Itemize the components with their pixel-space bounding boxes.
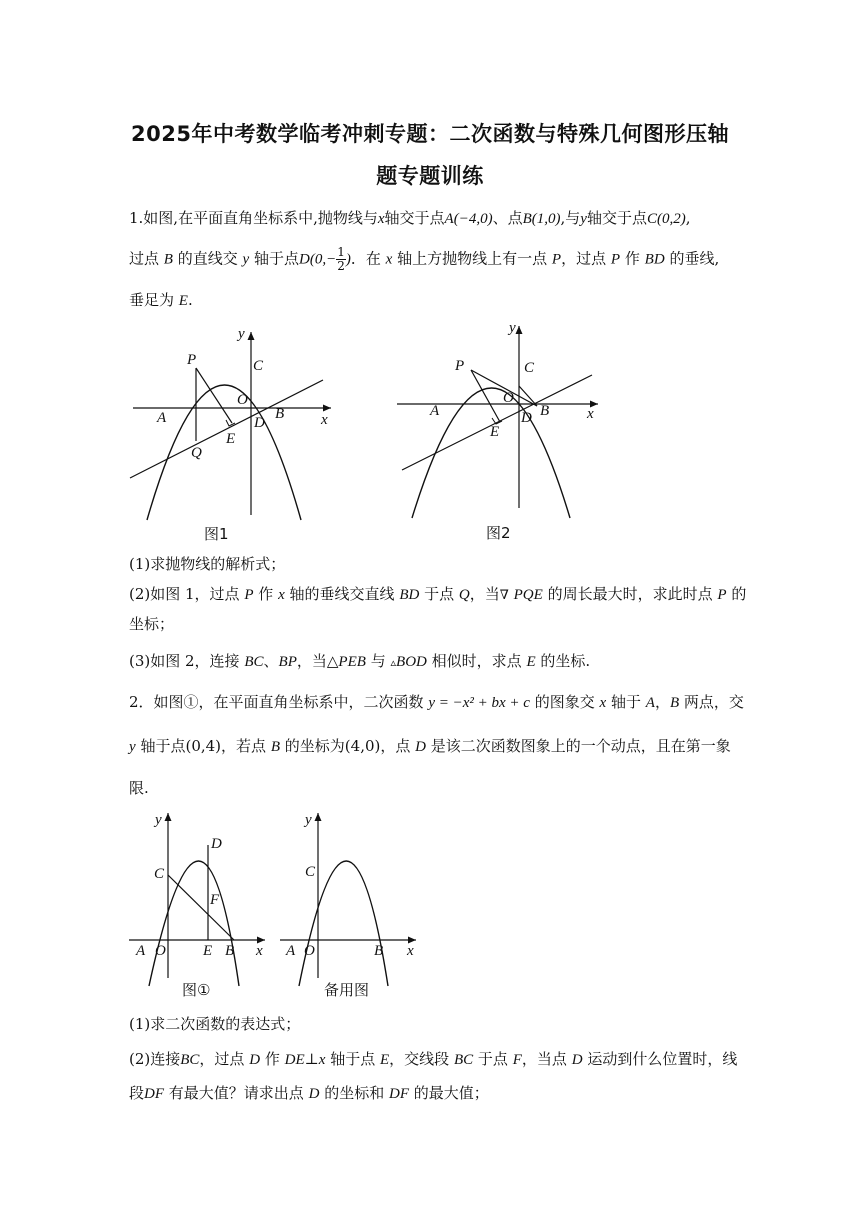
svg-text:F: F	[210, 892, 220, 908]
fig-backup-caption: 备用图	[324, 981, 370, 999]
p1-question1: (1)求抛物线的解析式；	[129, 555, 286, 573]
fig1-caption: 图1	[204, 525, 229, 543]
svg-text:x: x	[321, 412, 328, 428]
svg-text:A: A	[430, 403, 440, 419]
fig2-caption: 图2	[486, 524, 511, 542]
p2-question2: (2)连接BC，过点 D 作 DE⊥x 轴于点 E，交线段 BC 于点 F，当点 D 运动到什么位置时，线	[129, 1050, 738, 1068]
svg-text:P: P	[187, 352, 197, 368]
svg-text:E: E	[203, 943, 213, 959]
svg-text:C: C	[154, 866, 165, 882]
p1-question2-cont: 坐标；	[129, 615, 175, 633]
svg-text:O: O	[304, 943, 315, 959]
svg-text:E: E	[490, 424, 500, 440]
svg-text:A: A	[157, 410, 167, 426]
p1-question3: (3)如图 2，连接 BC、BP，当△PEB 与 ▵BOD 相似时，求点 E 的坐标.	[129, 652, 591, 670]
p1-line2: 过点 B 的直线交 y 轴于点D(0,− $\frac{1}{2}$ )．在 x 轴上方抛物线上有一点 P，过点 P 作 BD 的垂线,	[129, 245, 720, 273]
p2-question2-cont: 段DF 有最大值？请求出点 D 的坐标和 DF 的最大值；	[129, 1084, 489, 1102]
p1-line3: 垂足为 E.	[129, 291, 193, 309]
svg-text:O: O	[237, 392, 248, 408]
fig-circle1-caption: 图①	[182, 981, 211, 999]
svg-text:D: D	[211, 836, 222, 852]
svg-text:D: D	[254, 415, 265, 431]
p2-intro: 2．如图①，在平面直角坐标系中，二次函数 y = −x² + bx + c 的图象交 x 轴于 A，B 两点，交	[129, 693, 744, 711]
p1-figure1	[125, 320, 345, 550]
p2-question1: (1)求二次函数的表达式；	[129, 1015, 301, 1033]
svg-text:C: C	[253, 358, 264, 374]
svg-text:y: y	[305, 812, 312, 828]
svg-text:A: A	[136, 943, 146, 959]
p2-line3: 限.	[129, 779, 149, 797]
page-title-line1: 2025年中考数学临考冲刺专题：二次函数与特殊几何图形压轴	[131, 122, 729, 146]
svg-text:y: y	[238, 326, 245, 342]
svg-text:y: y	[509, 320, 516, 336]
svg-text:P: P	[455, 358, 465, 374]
svg-text:O: O	[503, 390, 514, 406]
svg-text:x: x	[256, 943, 263, 959]
p1-question2: (2)如图 1，过点 P 作 x 轴的垂线交直线 BD 于点 Q，当∇ PQE 的周长最大时，求此时点 P 的	[129, 585, 747, 603]
svg-text:B: B	[275, 406, 285, 422]
p1-figure2	[392, 318, 612, 550]
p2-figure-backup	[276, 808, 426, 1003]
p2-line2: y 轴于点(0,4)，若点 B 的坐标为(4,0)，点 D 是该二次函数图象上的一个动点，且在第一象	[129, 737, 731, 755]
svg-text:x: x	[587, 406, 594, 422]
svg-text:y: y	[155, 812, 162, 828]
svg-text:C: C	[305, 864, 316, 880]
svg-text:E: E	[226, 431, 236, 447]
svg-text:x: x	[407, 943, 414, 959]
svg-text:B: B	[374, 943, 384, 959]
svg-text:B: B	[540, 403, 550, 419]
svg-text:O: O	[155, 943, 166, 959]
p1-intro: 1.如图,在平面直角坐标系中,抛物线与x轴交于点A(−4,0)、点B(1,0),与y轴交于点C(0,2),	[129, 209, 691, 227]
svg-text:B: B	[225, 943, 235, 959]
svg-text:A: A	[286, 943, 296, 959]
svg-text:D: D	[521, 410, 532, 426]
svg-text:C: C	[524, 360, 535, 376]
svg-text:Q: Q	[191, 445, 202, 461]
p2-figure1	[125, 808, 275, 1003]
page-title-line2: 题专题训练	[376, 164, 484, 188]
